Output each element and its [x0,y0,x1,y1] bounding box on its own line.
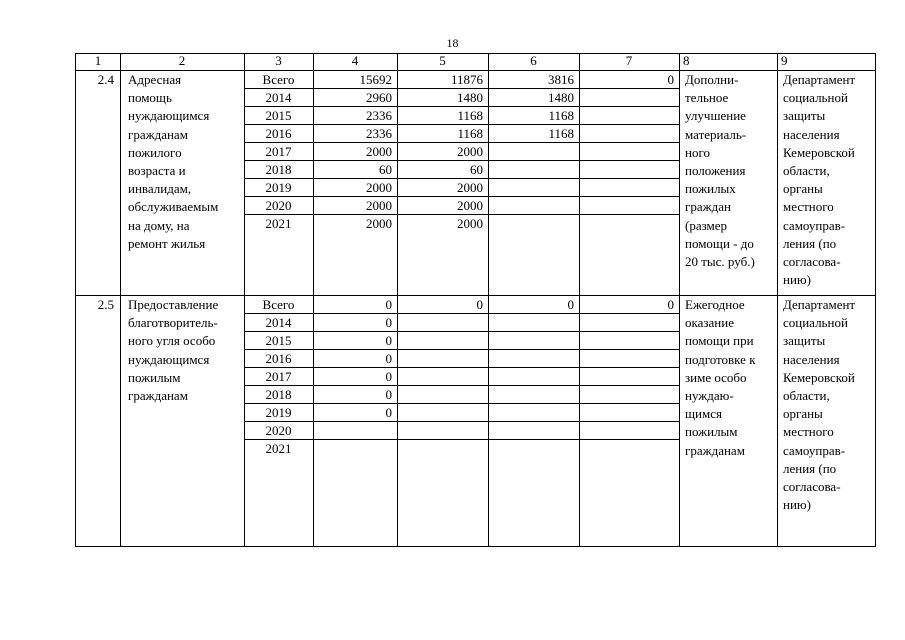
executor-line: Департамент [783,72,856,87]
executor-line: органы [783,181,823,197]
measure-name-line: ремонт жилья [128,235,206,251]
executor-line: местного [783,424,834,440]
executor-line: самоупрaв- [783,442,846,458]
executor-line: нию) [783,272,811,288]
executor-line: Кемеровской [783,144,855,160]
value-cell-c4: 15692 [359,72,392,87]
row-number: 2.4 [97,72,114,87]
measure-name-line: пожилого [128,144,182,160]
value-cell-c5: 2000 [457,216,483,231]
period-label: 2015 [265,333,292,348]
measure-name-line: ного угля особо [128,333,216,349]
expected-result-line: зиме особо [685,369,747,385]
header-cell-9: 9 [781,53,788,68]
value-cell-c4: 0 [385,405,392,420]
value-cell-c5: 1168 [457,108,483,123]
header-cell-8: 8 [683,53,690,68]
value-cell-c6: 3816 [548,72,574,87]
value-cell-c4: 2336 [366,108,392,123]
header-cell-2: 2 [178,53,186,68]
value-cell-c5: 2000 [457,180,483,195]
value-cell-c4: 0 [385,297,392,312]
header-cell-5: 5 [439,53,446,68]
expected-result-line: помощи при [685,333,754,349]
value-cell-c4: 2000 [366,216,392,231]
expected-result-line: пожилых [685,181,736,197]
expected-result-line: нуждаю- [685,388,734,403]
executor-line: населения [783,126,840,142]
period-label: 2020 [265,198,292,213]
header-cell-3: 3 [275,53,282,68]
executor-line: местного [783,199,834,215]
measure-name-line: нуждающимся [128,351,210,367]
program-measures-table [75,53,876,547]
executor-line: области, [783,388,830,403]
period-label: 2019 [265,180,292,195]
expected-result-line: пожилым [685,424,738,440]
value-cell-c6: 0 [567,297,574,312]
executor-line: области, [783,163,830,178]
row-number: 2.5 [97,297,114,312]
measure-name-line: обслуживаемым [128,199,219,215]
value-cell-c5: 60 [470,162,483,177]
period-label: 2016 [265,126,292,141]
executor-line: населения [783,351,840,367]
value-cell-c6: 1168 [548,108,574,123]
value-cell-c4: 60 [379,162,392,177]
executor-line: нию) [783,497,811,513]
value-cell-c6: 1168 [548,126,574,141]
expected-result-line: ного [685,144,710,160]
value-cell-c4: 2960 [366,90,392,105]
column-divider-1 [120,53,121,546]
expected-result-line: оказание [685,315,734,331]
period-label: 2016 [265,351,292,366]
expected-result-line: помощи - до [685,235,754,251]
measure-name-line: возраста и [128,163,186,178]
period-label: 2021 [265,216,292,231]
measure-name-line: нуждающимся [128,108,210,124]
executor-line: Кемеровской [783,369,855,385]
expected-result-line: щимся [685,406,722,422]
executor-line: защиты [783,108,826,124]
expected-result-line: Ежегодное [685,297,745,312]
measure-name-line: гражданам [128,388,188,403]
expected-result-line: граждан [685,199,731,215]
expected-result-line: улучшение [685,108,746,124]
value-cell-c5: 0 [476,297,483,312]
value-cell-c4: 0 [385,369,392,384]
expected-result-line: Дополни- [685,72,739,87]
expected-result-line: материаль- [685,126,747,142]
expected-result-line: (размер [685,217,728,233]
period-label: 2017 [265,369,292,384]
executor-line: самоупрaв- [783,217,846,233]
value-cell-c4: 2000 [366,198,392,213]
measure-name-line: на дому, на [128,217,190,233]
period-label: 2018 [265,387,292,402]
expected-result-line: тельное [685,90,729,106]
value-cell-c5: 11876 [450,72,483,87]
period-label: 2018 [265,162,292,177]
period-label: 2014 [265,90,292,105]
executor-line: органы [783,406,823,422]
period-label: 2015 [265,108,292,123]
executor-line: защиты [783,333,826,349]
measure-name-line: инвалидам, [128,181,192,197]
page-number: 18 [446,36,459,50]
measure-name-line: Предоставление [128,297,219,312]
period-label: 2017 [265,144,292,159]
period-label: Всего [262,72,295,87]
value-cell-c6: 1480 [548,90,574,105]
value-cell-c7: 0 [667,72,674,87]
expected-result-line: 20 тыс. руб.) [685,254,755,269]
expected-result-line: положения [685,163,746,178]
value-cell-c5: 1168 [457,126,483,141]
value-cell-c4: 2000 [366,180,392,195]
period-label: 2014 [265,315,292,330]
value-cell-c4: 0 [385,333,392,348]
value-cell-c4: 2000 [366,144,392,159]
value-cell-c4: 0 [385,351,392,366]
column-divider-7 [679,53,680,546]
executor-line: согласова- [783,479,841,494]
value-cell-c4: 2336 [366,126,392,141]
period-label: Всего [262,297,295,312]
header-cell-4: 4 [351,53,359,68]
measure-name-line: благотворитель- [128,315,218,331]
measure-name-line: гражданам [128,126,188,142]
executor-line: согласова- [783,254,841,269]
value-cell-c5: 2000 [457,144,483,159]
executor-line: ления (по [783,460,837,476]
value-cell-c5: 2000 [457,198,483,213]
header-cell-7: 7 [625,53,633,68]
measure-name-line: Адресная [128,72,182,87]
column-divider-8 [777,53,778,546]
period-label: 2021 [265,441,292,456]
header-cell-6: 6 [530,53,537,68]
executor-line: социальной [783,90,848,106]
header-cell-1: 1 [94,53,102,68]
value-cell-c5: 1480 [457,90,483,105]
expected-result-line: подготовке к [685,351,756,367]
measure-name-line: помощь [128,90,172,106]
measure-name-line: пожилым [128,369,181,385]
executor-line: Департамент [783,297,856,312]
expected-result-line: гражданам [685,442,745,458]
executor-line: социальной [783,315,848,331]
executor-line: ления (по [783,235,837,251]
value-cell-c4: 0 [385,387,392,402]
value-cell-c7: 0 [667,297,674,312]
value-cell-c4: 0 [385,315,392,330]
period-label: 2019 [265,405,292,420]
period-label: 2020 [265,423,292,438]
